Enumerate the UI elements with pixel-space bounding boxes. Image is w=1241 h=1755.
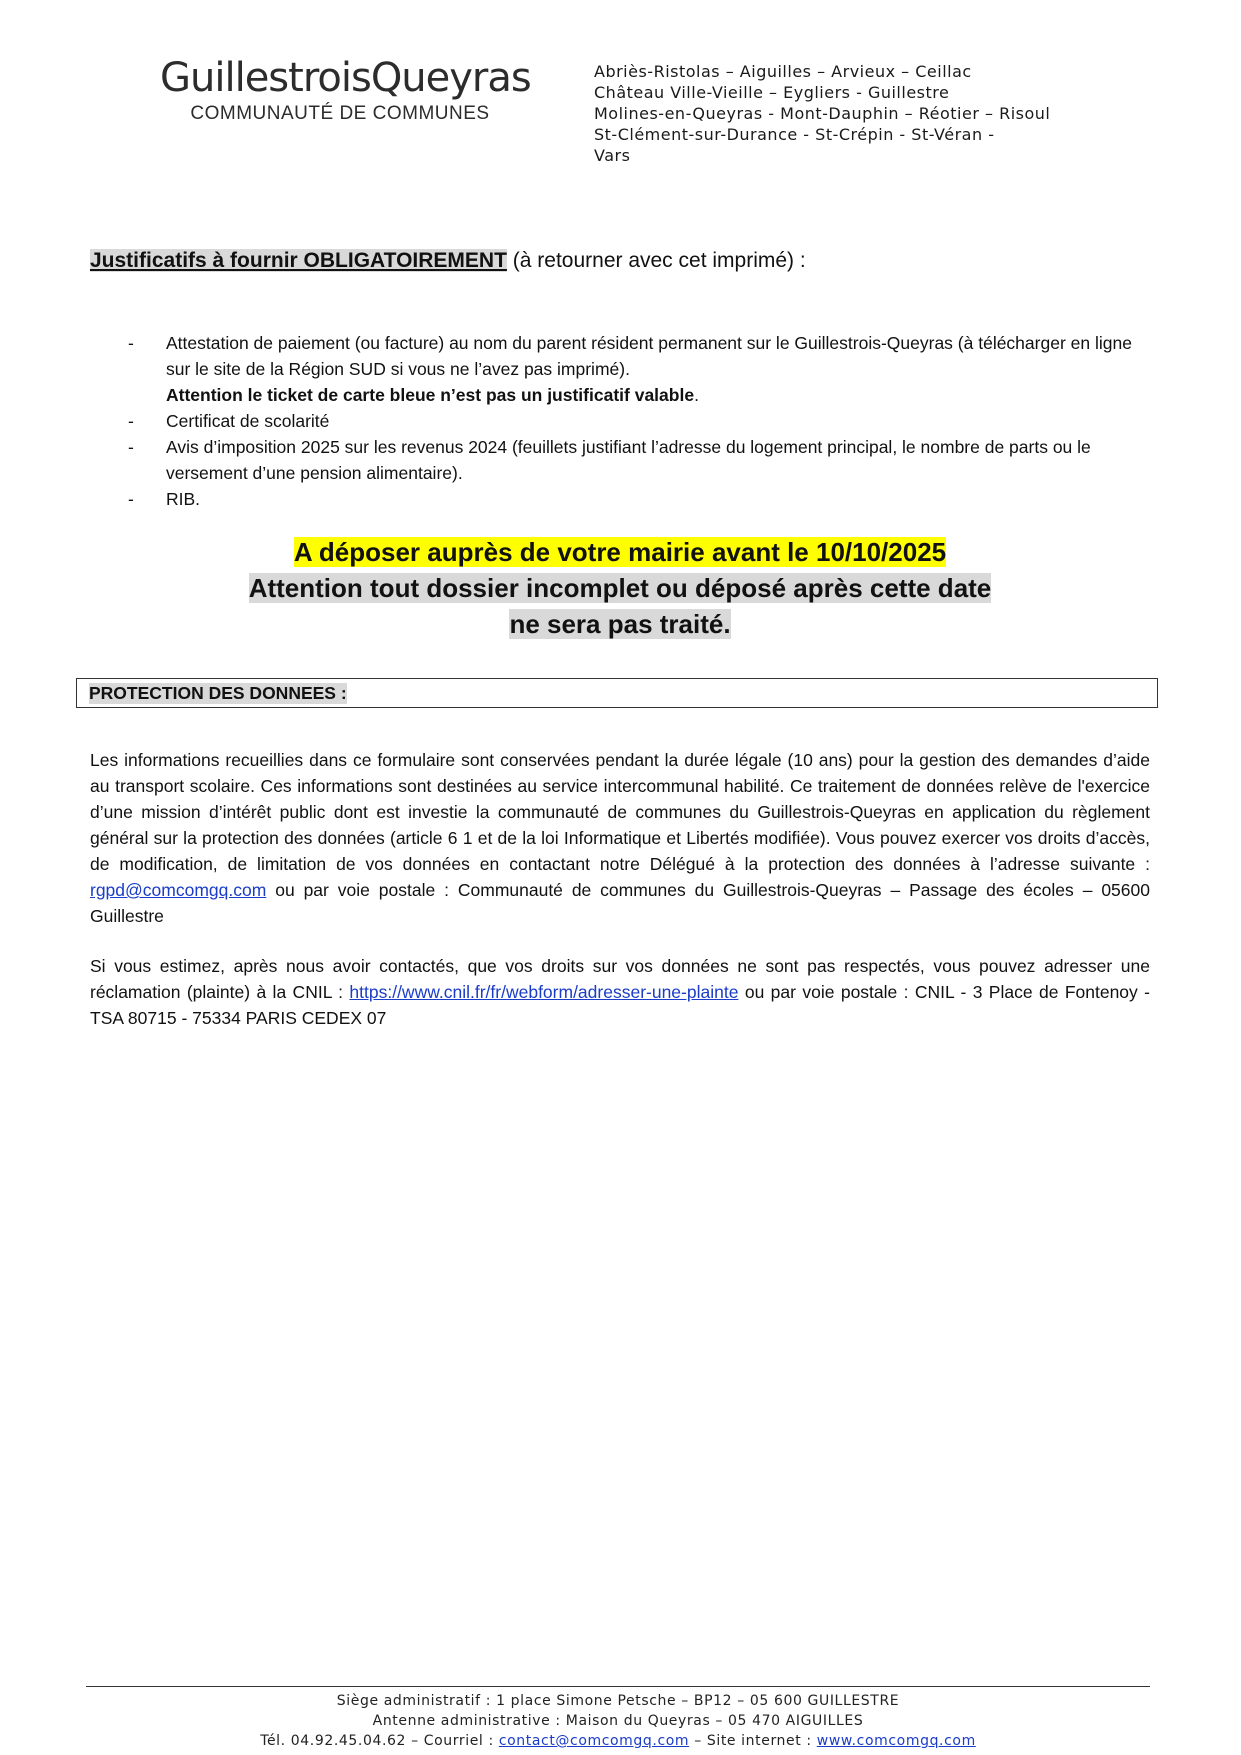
footer-website-label: – Site internet : (689, 1733, 817, 1749)
list-bullet: - (128, 333, 134, 353)
rgpd-email-link[interactable]: rgpd@comcomgq.com (90, 880, 267, 900)
protection-paragraph (90, 747, 1150, 929)
deposit-warning-line1: Attention tout dossier incomplet ou déposé après cette date (248, 573, 992, 603)
communes-line: Vars (594, 146, 631, 165)
deposit-warning-line2: ne sera pas traité. (509, 609, 731, 639)
list-bullet: - (128, 437, 134, 457)
list-item-text: Certificat de scolarité (166, 411, 330, 431)
list-item-text: Avis d’imposition 2025 sur les revenus 2024 (feuillets justifiant l’adresse du logement principal, le nombre de parts ou le versement d’une pension alimentaire). (166, 437, 1091, 483)
footer-phone: Tél. 04.92.45.04.62 – Courriel : (260, 1733, 499, 1749)
list-item-warning-suffix: . (694, 385, 699, 405)
communes-line: Molines-en-Queyras - Mont-Dauphin – Réotier – Risoul (594, 104, 1051, 123)
footer-address: Siège administratif : 1 place Simone Petsche – BP12 – 05 600 GUILLESTRE (336, 1693, 900, 1709)
cnil-complaint-link[interactable]: https://www.cnil.fr/fr/webform/adresser-une-plainte (349, 982, 739, 1002)
footer-antenna: Antenne administrative : Maison du Queyras – 05 470 AIGUILLES (372, 1713, 864, 1729)
paragraph-text: ou par voie postale : Communauté de communes du Guillestrois-Queyras – Passage des écoles – 05600 Guillestre (90, 880, 1150, 926)
footer-divider (86, 1686, 1150, 1687)
list-item-text: RIB. (166, 489, 201, 509)
list-item (90, 486, 1150, 512)
justificatifs-title-highlight: Justificatifs à fournir OBLIGATOIREMENT (90, 249, 507, 272)
footer (86, 1691, 1150, 1751)
list-item (90, 434, 1150, 486)
cnil-paragraph (90, 953, 1150, 1031)
footer-email-link[interactable]: contact@comcomgq.com (498, 1733, 690, 1749)
list-bullet: - (128, 411, 134, 431)
justificatifs-title (90, 249, 806, 273)
protection-section-header (76, 678, 1158, 708)
justificatifs-list (90, 330, 1150, 512)
paragraph-text: Si vous estimez, après nous avoir contactés, que vos droits sur vos données ne sont pas respectés, vous pouvez adresser une réclamation (plainte) à la CNIL : (90, 956, 1150, 1002)
logo (160, 55, 531, 125)
footer-contact (86, 1731, 1150, 1751)
communes-line: Abriès-Ristolas – Aiguilles – Arvieux – Ceillac (594, 62, 972, 81)
paragraph-text: Les informations recueillies dans ce formulaire sont conservées pendant la durée légale (10 ans) pour la gestion des demandes d’aide au transport scolaire. Ces informations sont destinées au service intercommunal habilité. Ce traitement de données relève de l'exercice d’une mission d’intérêt public dont est investie la communauté de communes du Guillestrois-Queyras en application du règlement général sur la protection des données (article 6 1 et de la loi Informatique et Libertés modifiée). Vous pouvez exercer vos droits d’accès, de modification, de limitation de vos données en contactant notre Délégué à la protection des données à l’adresse suivante : (90, 750, 1150, 874)
logo-subtitle: COMMUNAUTÉ DE COMMUNES (190, 103, 490, 124)
logo-name: GuillestroisQueyras (160, 55, 531, 101)
list-item-text: Attestation de paiement (ou facture) au nom du parent résident permanent sur le Guillestrois-Queyras (à télécharger en ligne sur le site de la Région SUD si vous ne l’avez pas imprimé). (166, 333, 1132, 379)
list-item (90, 408, 1150, 434)
justificatifs-title-rest: (à retourner avec cet imprimé) : (506, 249, 806, 272)
list-item-warning: Attention le ticket de carte bleue n’est pas un justificatif valable (166, 385, 695, 405)
paragraph-text: ou par voie postale : CNIL - 3 Place de Fontenoy - TSA 80715 - 75334 PARIS CEDEX 07 (90, 982, 1150, 1028)
list-bullet: - (128, 489, 134, 509)
list-item (90, 330, 1150, 408)
communes-list (594, 61, 1094, 166)
deposit-notice (90, 534, 1150, 642)
footer-website-link[interactable]: www.comcomgq.com (816, 1733, 976, 1749)
communes-line: Château Ville-Vieille – Eygliers - Guillestre (594, 83, 950, 102)
communes-line: St-Clément-sur-Durance - St-Crépin - St-Véran - (594, 125, 995, 144)
deposit-deadline: A déposer auprès de votre mairie avant le 10/10/2025 (293, 537, 947, 567)
protection-title: PROTECTION DES DONNEES : (89, 683, 347, 703)
